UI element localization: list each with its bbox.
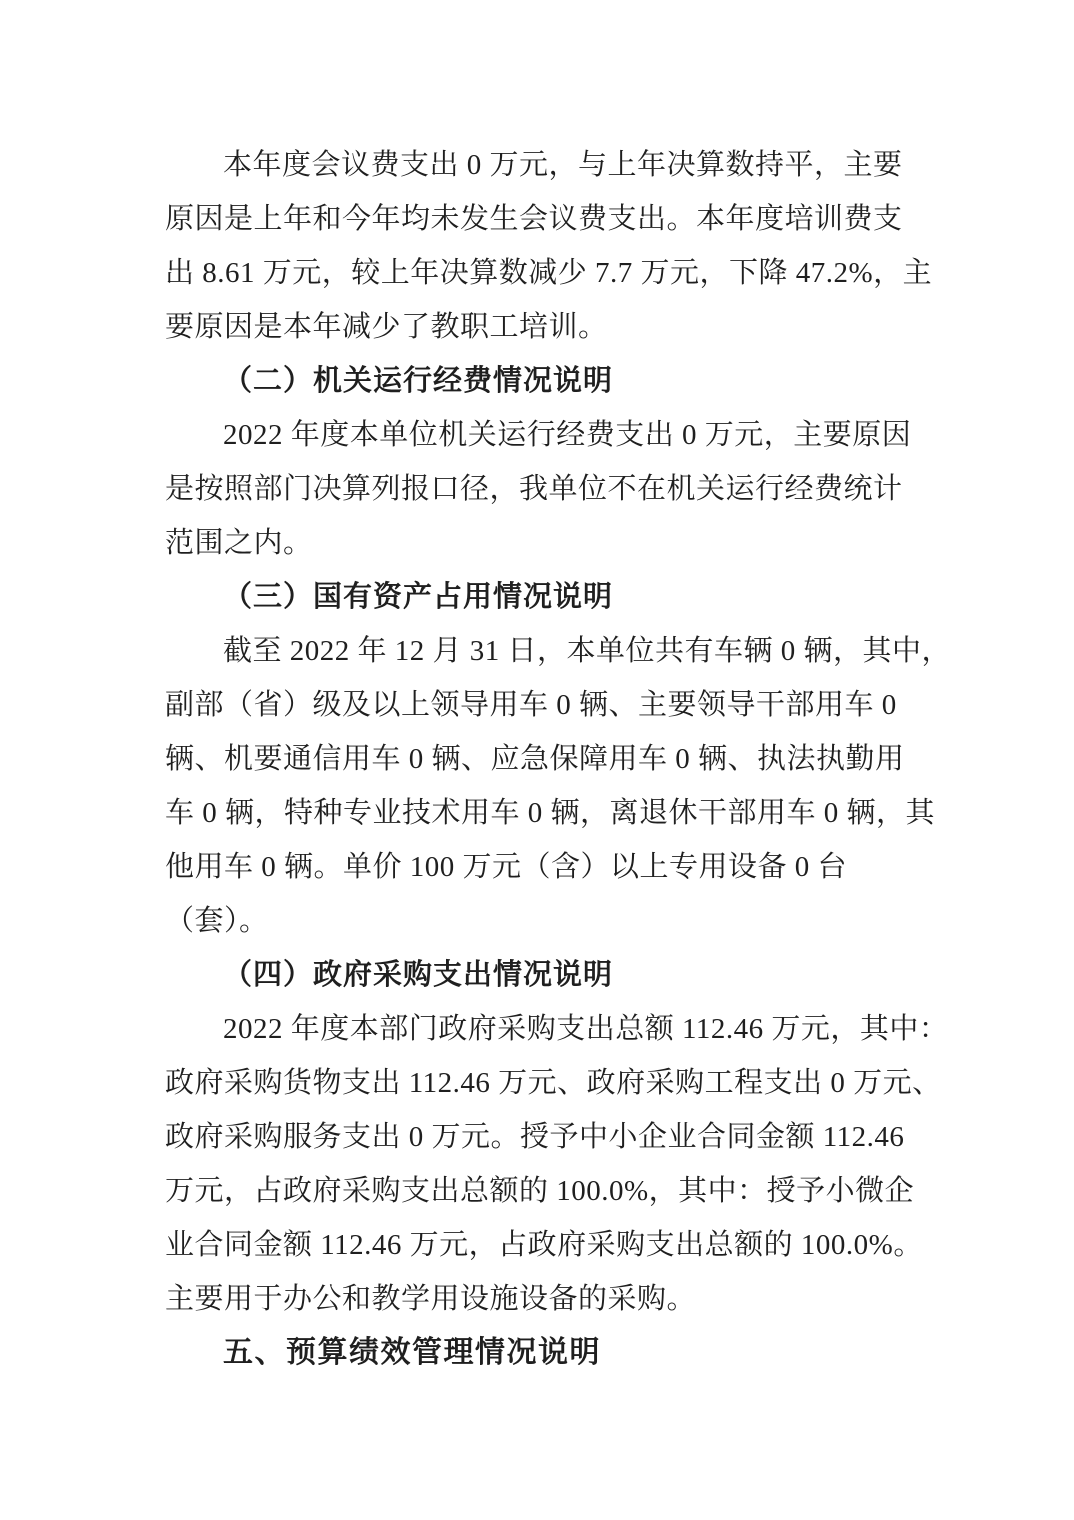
body-line: 辆、机要通信用车 0 辆、应急保障用车 0 辆、执法执勤用 (165, 743, 905, 775)
body-line: 政府采购服务支出 0 万元。授予中小企业合同金额 112.46 (165, 1121, 905, 1153)
heading-section-2: （二）机关运行经费情况说明 (223, 365, 614, 397)
body-line: 车 0 辆，特种专业技术用车 0 辆，离退休干部用车 0 辆，其 (165, 797, 936, 829)
heading-section-3: （三）国有资产占用情况说明 (223, 581, 614, 613)
body-line: 2022 年度本单位机关运行经费支出 0 万元，主要原因 (223, 419, 912, 451)
heading-section-4: （四）政府采购支出情况说明 (223, 959, 614, 991)
body-line: 万元，占政府采购支出总额的 100.0%，其中：授予小微企 (165, 1175, 915, 1207)
body-line: 原因是上年和今年均未发生会议费支出。本年度培训费支 (165, 203, 903, 235)
body-line: 2022 年度本部门政府采购支出总额 112.46 万元，其中： (223, 1013, 949, 1045)
body-line: （套）。 (165, 905, 269, 937)
body-line: 要原因是本年减少了教职工培训。 (165, 311, 608, 343)
body-line: 范围之内。 (165, 527, 313, 559)
body-line: 出 8.61 万元，较上年决算数减少 7.7 万元，下降 47.2%，主 (165, 257, 933, 289)
body-line: 本年度会议费支出 0 万元，与上年决算数持平，主要 (223, 149, 903, 181)
document-body (165, 138, 952, 1380)
heading-section-5: 五、预算绩效管理情况说明 (223, 1336, 601, 1369)
body-line: 截至 2022 年 12 月 31 日，本单位共有车辆 0 辆，其中， (223, 635, 952, 667)
body-line: 是按照部门决算列报口径，我单位不在机关运行经费统计 (165, 473, 903, 505)
body-line: 政府采购货物支出 112.46 万元、政府采购工程支出 0 万元、 (165, 1067, 942, 1099)
body-line: 业合同金额 112.46 万元，占政府采购支出总额的 100.0%。 (165, 1229, 923, 1261)
body-line: 他用车 0 辆。单价 100 万元（含）以上专用设备 0 台 (165, 851, 848, 883)
body-line: 副部（省）级及以上领导用车 0 辆、主要领导干部用车 0 (165, 689, 897, 721)
body-line: 主要用于办公和教学用设施设备的采购。 (165, 1283, 697, 1315)
